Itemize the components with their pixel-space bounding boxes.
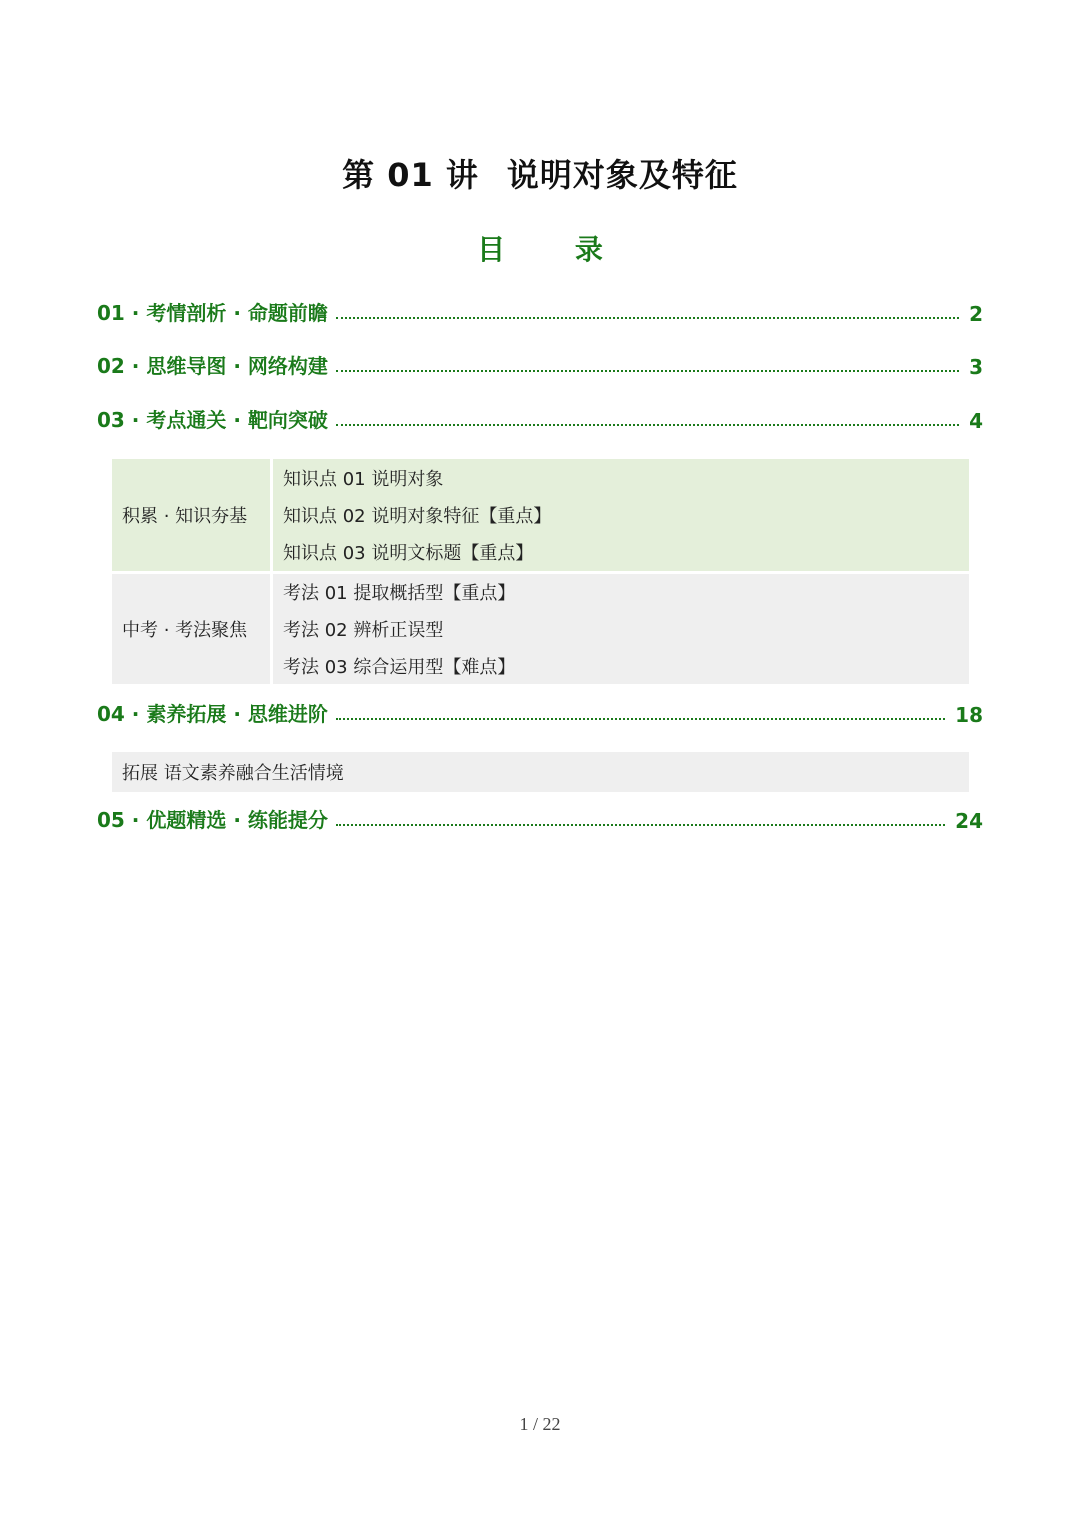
section-group-label: 中考 · 考法聚焦 (112, 574, 270, 684)
section-group-label: 积累 · 知识夯基 (112, 459, 270, 571)
toc-entry-label: 03 · 考点通关 · 靶向突破 (97, 408, 328, 432)
dot-leader (336, 423, 959, 426)
lecture-title: 说明对象及特征 (506, 156, 738, 194)
toc-entry-03[interactable] (97, 403, 983, 433)
toc-entry-label: 04 · 素养拓展 · 思维进阶 (97, 702, 328, 726)
dot-leader (336, 369, 959, 372)
toc-page-number: 24 (955, 809, 983, 833)
toc-entry-05[interactable] (97, 803, 983, 833)
page-title (0, 150, 1080, 196)
toc-subitem[interactable]: 知识点 03 说明文标题【重点】 (283, 543, 534, 565)
toc-page-number: 3 (969, 355, 983, 379)
toc-subitem[interactable]: 知识点 02 说明对象特征【重点】 (283, 505, 552, 527)
toc-page-number: 18 (955, 703, 983, 727)
lecture-number: 第 01 讲 (342, 156, 479, 194)
dot-leader (336, 717, 945, 720)
toc-entry-label: 05 · 优题精选 · 练能提分 (97, 808, 328, 832)
section-group-items (273, 574, 969, 684)
toc-subitem[interactable]: 考法 03 综合运用型【难点】 (283, 656, 516, 678)
toc-entry-01[interactable] (97, 296, 983, 326)
extension-item[interactable]: 拓展 语文素养融合生活情境 (112, 752, 969, 792)
toc-heading: 目 录 (477, 233, 633, 266)
dot-leader (336, 316, 959, 319)
toc-page-number: 2 (969, 302, 983, 326)
toc-entry-label: 02 · 思维导图 · 网络构建 (97, 354, 328, 378)
toc-entry-02[interactable] (97, 349, 983, 379)
toc-entry-label: 01 · 考情剖析 · 命题前瞻 (97, 301, 328, 325)
section-group-items (273, 459, 969, 571)
section-group-accumulation (112, 459, 969, 571)
toc-page-number: 4 (969, 409, 983, 433)
toc-subitem[interactable]: 知识点 01 说明对象 (283, 468, 444, 490)
toc-entry-04[interactable] (97, 697, 983, 727)
toc-subitem[interactable]: 考法 02 辨析正误型 (283, 619, 444, 641)
page-indicator: 1 / 22 (519, 1414, 561, 1434)
section-group-exam (112, 574, 969, 684)
toc-subitem[interactable]: 考法 01 提取概括型【重点】 (283, 583, 516, 605)
dot-leader (336, 823, 945, 826)
